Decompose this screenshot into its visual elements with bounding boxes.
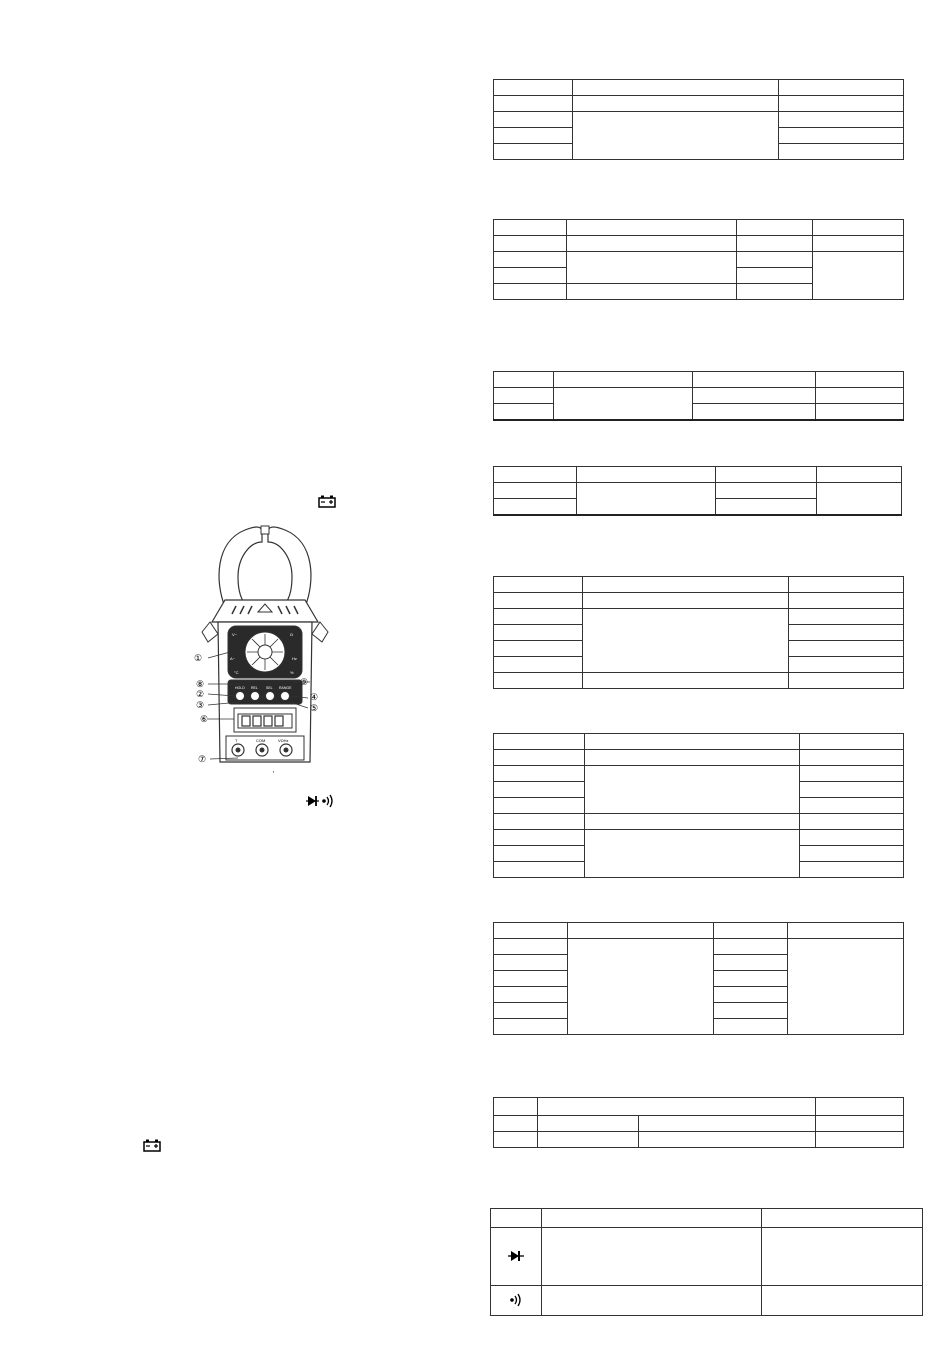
table-row bbox=[494, 467, 902, 483]
table-row bbox=[494, 483, 902, 499]
callout-8: ⑧ bbox=[196, 679, 205, 689]
table-row bbox=[494, 112, 904, 128]
svg-text:REL: REL bbox=[251, 686, 258, 690]
table-row bbox=[494, 830, 904, 846]
svg-text:T: T bbox=[235, 738, 238, 743]
svg-text:SEL: SEL bbox=[266, 686, 273, 690]
table-row bbox=[494, 766, 904, 782]
diode-icon bbox=[508, 1249, 524, 1263]
table-row bbox=[494, 609, 904, 625]
caption-mark: ' bbox=[273, 771, 275, 778]
callout-1: ① bbox=[194, 653, 203, 663]
spec-table-9 bbox=[490, 1208, 923, 1316]
svg-text:Ω: Ω bbox=[290, 632, 293, 637]
table-row bbox=[494, 252, 904, 268]
table-row bbox=[491, 1286, 923, 1316]
table-row bbox=[494, 372, 904, 388]
table-row bbox=[494, 750, 904, 766]
spec-table-5 bbox=[493, 576, 904, 689]
callout-9: ⑨ bbox=[300, 677, 309, 687]
svg-text:°C: °C bbox=[234, 670, 239, 675]
spec-table-7 bbox=[493, 922, 904, 1035]
spec-table-4 bbox=[493, 466, 902, 516]
table-row bbox=[494, 923, 904, 939]
spec-table-6 bbox=[493, 733, 904, 878]
table-row bbox=[494, 220, 904, 236]
table-row bbox=[494, 80, 904, 96]
table-row bbox=[494, 96, 904, 112]
diode-continuity-icon bbox=[306, 794, 336, 808]
spec-table-8 bbox=[493, 1097, 904, 1148]
table-row bbox=[494, 577, 904, 593]
callout-5: ⑤ bbox=[310, 703, 319, 713]
table-row bbox=[494, 1098, 904, 1116]
table-row bbox=[491, 1209, 923, 1228]
battery-icon bbox=[318, 495, 336, 508]
svg-text:%: % bbox=[290, 670, 294, 675]
spec-table-3 bbox=[493, 371, 904, 421]
callout-7: ⑦ bbox=[198, 754, 207, 764]
continuity-buzzer-icon bbox=[508, 1293, 524, 1307]
table-row bbox=[494, 593, 904, 609]
table-row bbox=[494, 236, 904, 252]
callout-2: ② bbox=[196, 689, 205, 699]
svg-text:RANGE: RANGE bbox=[279, 686, 292, 690]
table-row bbox=[494, 673, 904, 689]
svg-text:Hz: Hz bbox=[292, 656, 297, 661]
table-row bbox=[494, 939, 904, 955]
table-row bbox=[494, 734, 904, 750]
svg-text:COM: COM bbox=[256, 738, 266, 743]
table-row bbox=[494, 388, 904, 404]
clamp-meter-diagram bbox=[190, 522, 340, 790]
spec-table-1 bbox=[493, 79, 904, 160]
spec-table-2 bbox=[493, 219, 904, 300]
table-row bbox=[494, 814, 904, 830]
svg-text:VΩHz: VΩHz bbox=[278, 738, 289, 743]
svg-text:HOLD: HOLD bbox=[235, 686, 245, 690]
table-row bbox=[491, 1228, 923, 1286]
table-row bbox=[494, 1132, 904, 1148]
callout-3: ③ bbox=[196, 700, 205, 710]
callout-6: ⑥ bbox=[200, 714, 209, 724]
svg-text:V~: V~ bbox=[232, 632, 238, 637]
callout-4: ④ bbox=[310, 692, 319, 702]
svg-text:A~: A~ bbox=[230, 656, 236, 661]
table-row bbox=[494, 1116, 904, 1132]
battery-icon bbox=[143, 1139, 161, 1152]
